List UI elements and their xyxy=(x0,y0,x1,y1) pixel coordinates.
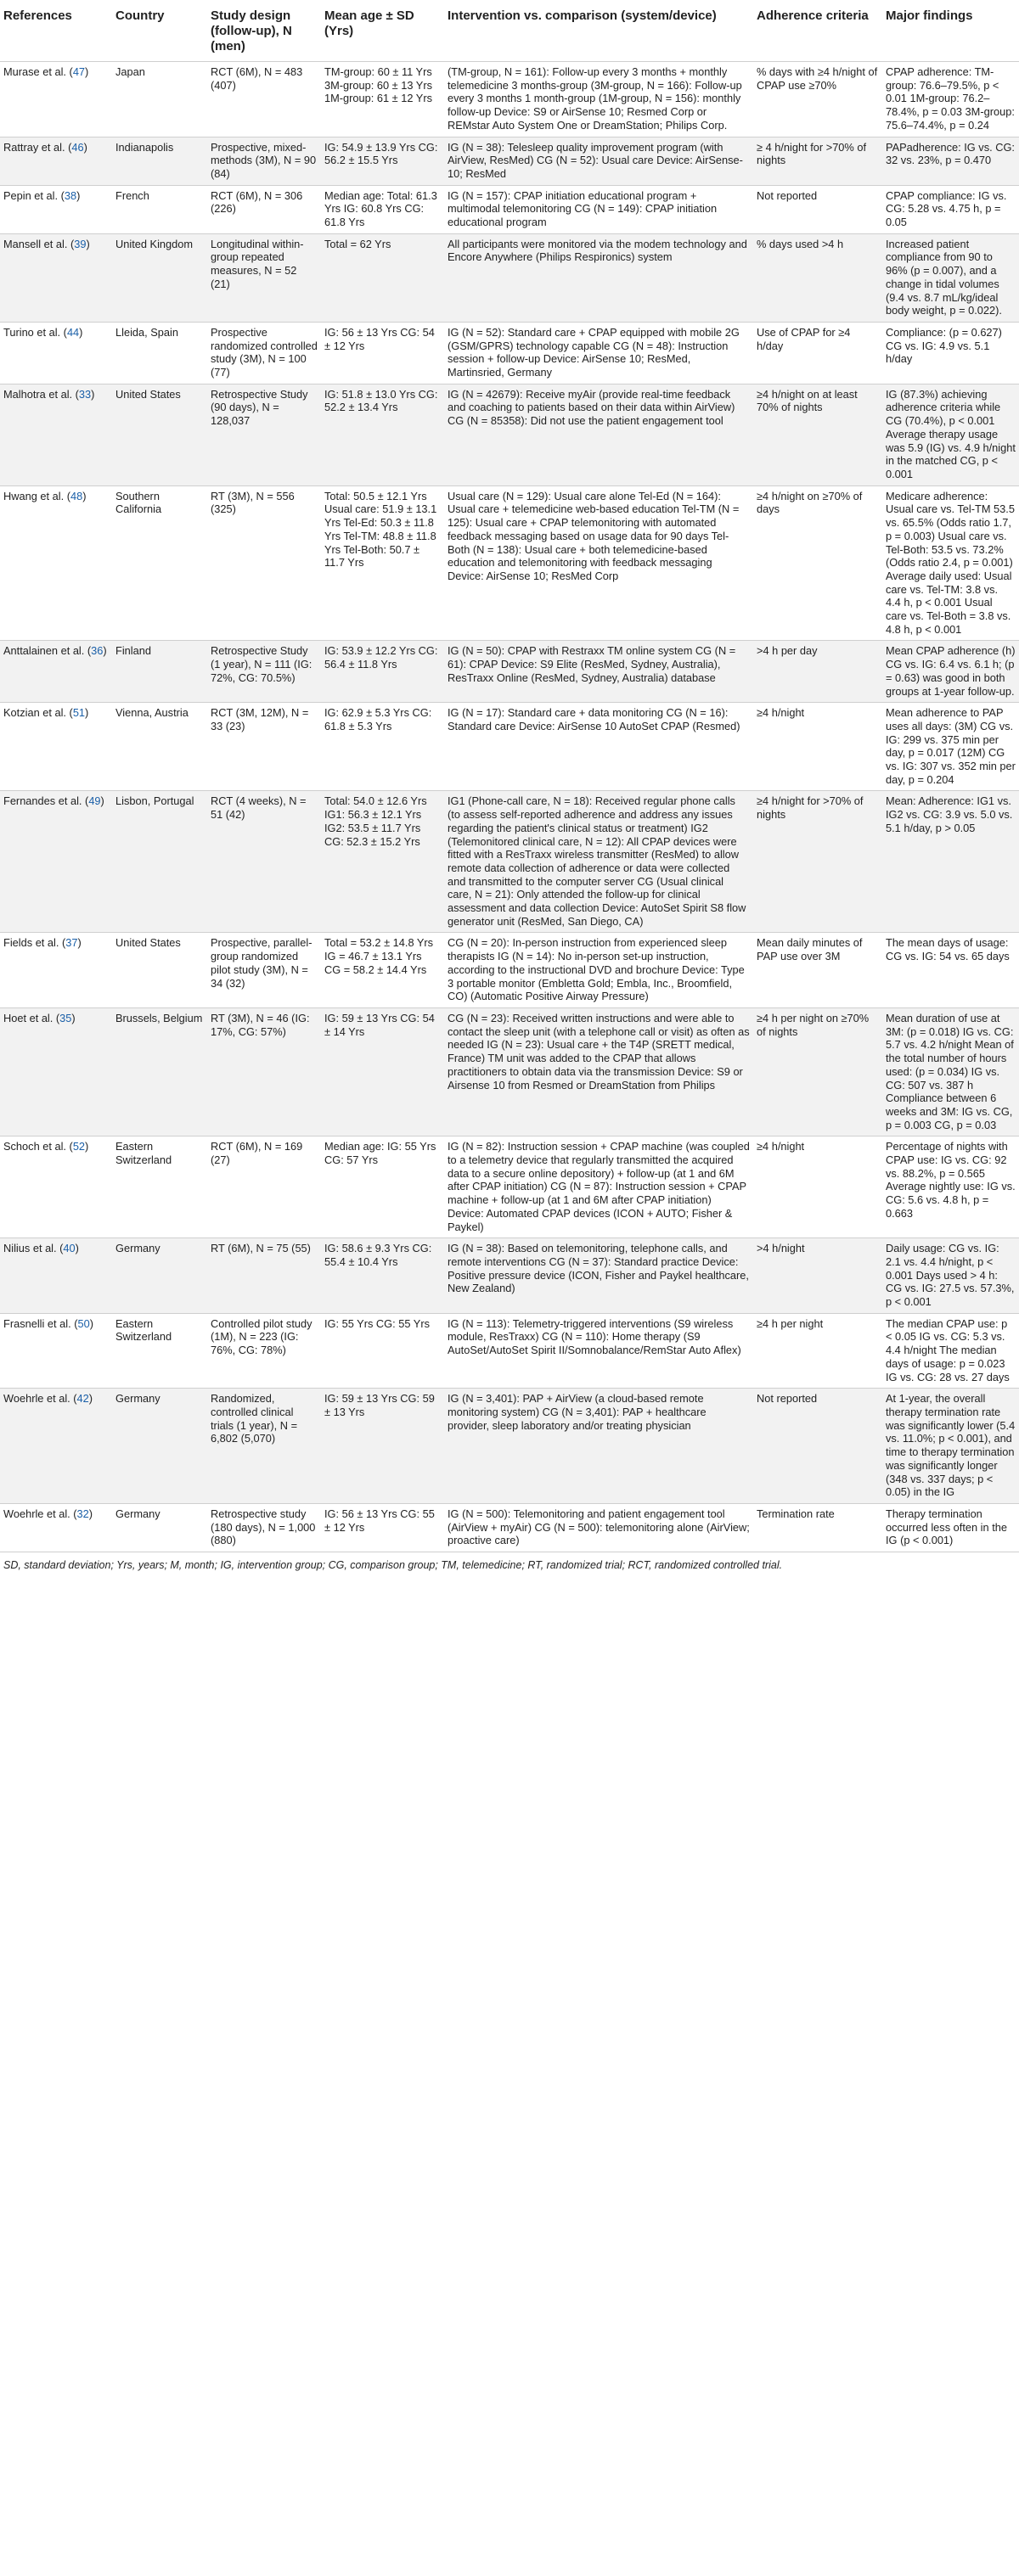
cell-reference: Schoch et al. (52) xyxy=(0,1136,112,1238)
reference-author: Hoet et al. xyxy=(3,1012,53,1024)
cell-adherence-criteria: ≥4 h/night xyxy=(753,703,882,791)
reference-link[interactable]: 33 xyxy=(78,387,92,401)
cell-intervention: IG (N = 82): Instruction session + CPAP machine (was coupled to a telemetry device that regularly transmitted the acquired data to a secure online depository) + follow-up (at 1 and 6M after CPAP initiation) CG (N = 87): Instruction session + CPAP machine + follow-up (at 1 and 6M after CPAP initiation) Device: Automated CPAP devices (ICON + AUTO; Fisher & Paykel) xyxy=(444,1136,753,1238)
cell-reference: Frasnelli et al. (50) xyxy=(0,1313,112,1389)
cell-mean-age: IG: 53.9 ± 12.2 Yrs CG: 56.4 ± 11.8 Yrs xyxy=(321,641,444,703)
cell-study-design: Randomized, controlled clinical trials (1 year), N = 6,802 (5,070) xyxy=(207,1389,321,1504)
cell-intervention: IG (N = 38): Based on telemonitoring, telephone calls, and remote interventions CG (N = 37): Standard practice Device: Positive pressure device (ICON, Fisher and Paykel healthcare, New Zealand) xyxy=(444,1238,753,1314)
table-header xyxy=(0,0,1019,62)
cell-country: United Kingdom xyxy=(112,233,207,322)
cell-country: United States xyxy=(112,384,207,485)
cell-adherence-criteria: Not reported xyxy=(753,185,882,233)
cell-mean-age: IG: 51.8 ± 13.0 Yrs CG: 52.2 ± 13.4 Yrs xyxy=(321,384,444,485)
cell-adherence-criteria: Termination rate xyxy=(753,1503,882,1552)
table-row xyxy=(0,933,1019,1008)
cell-mean-age: IG: 59 ± 13 Yrs CG: 59 ± 13 Yrs xyxy=(321,1389,444,1504)
reference-link[interactable]: 39 xyxy=(74,237,87,250)
cell-study-design: RCT (4 weeks), N = 51 (42) xyxy=(207,791,321,933)
cell-major-findings: CPAP compliance: IG vs. CG: 5.28 vs. 4.75 h, p = 0.05 xyxy=(882,185,1019,233)
cell-study-design: Prospective, mixed-methods (3M), N = 90 (84) xyxy=(207,137,321,185)
table-footnote: SD, standard deviation; Yrs, years; M, month; IG, intervention group; CG, comparison group; TM, telemedicine; RT, randomized trial; RCT, randomized controlled trial. xyxy=(3,1559,783,1572)
reference-link[interactable]: 44 xyxy=(66,325,80,339)
cell-country: Germany xyxy=(112,1238,207,1314)
cell-adherence-criteria: Not reported xyxy=(753,1389,882,1504)
cell-mean-age: Total = 53.2 ± 14.8 Yrs IG = 46.7 ± 13.1 Yrs CG = 58.2 ± 14.4 Yrs xyxy=(321,933,444,1008)
cell-study-design: RCT (6M), N = 306 (226) xyxy=(207,185,321,233)
cell-intervention: IG (N = 3,401): PAP + AirView (a cloud-based remote monitoring system) CG (N = 3,401): PAP + healthcare provider, sleep laboratory and/or treating physician xyxy=(444,1389,753,1504)
cell-major-findings: CPAP adherence: TM-group: 76.6–79.5%, p < 0.01 1M-group: 76.2–78.4%, p = 0.03 3M-group: 75.6–74.4%, p = 0.24 xyxy=(882,62,1019,137)
cell-country: Finland xyxy=(112,641,207,703)
table-body xyxy=(0,62,1019,1552)
reference-author: Woehrle et al. xyxy=(3,1392,70,1406)
cell-country: Lisbon, Portugal xyxy=(112,791,207,933)
cell-country: French xyxy=(112,185,207,233)
cell-major-findings: Therapy termination occurred less often in the IG (p < 0.001) xyxy=(882,1503,1019,1552)
cell-adherence-criteria: ≥4 h per night on ≥70% of nights xyxy=(753,1008,882,1136)
reference-link[interactable]: 36 xyxy=(91,644,104,658)
cell-study-design: Retrospective Study (1 year), N = 111 (IG: 72%, CG: 70.5%) xyxy=(207,641,321,703)
reference-author: Fernandes et al. xyxy=(3,794,82,808)
header-intervention: Intervention vs. comparison (system/device) xyxy=(444,0,753,62)
reference-author: Anttalainen et al. xyxy=(3,644,85,658)
reference-author: Rattray et al. xyxy=(3,140,65,154)
cell-reference: Woehrle et al. (32) xyxy=(0,1503,112,1552)
reference-author: Mansell et al. xyxy=(3,237,68,250)
cell-mean-age: IG: 59 ± 13 Yrs CG: 54 ± 14 Yrs xyxy=(321,1008,444,1136)
reference-link[interactable]: 46 xyxy=(71,140,84,154)
reference-link[interactable]: 38 xyxy=(64,188,77,202)
cell-intervention: IG (N = 500): Telemonitoring and patient engagement tool (AirView + myAir) CG (N = 500): telemonitoring alone (AirView; proactive care) xyxy=(444,1503,753,1552)
cell-mean-age: IG: 58.6 ± 9.3 Yrs CG: 55.4 ± 10.4 Yrs xyxy=(321,1238,444,1314)
cell-adherence-criteria: % days used >4 h xyxy=(753,233,882,322)
cell-mean-age: IG: 56 ± 13 Yrs CG: 55 ± 12 Yrs xyxy=(321,1503,444,1552)
cell-study-design: RT (6M), N = 75 (55) xyxy=(207,1238,321,1314)
cell-major-findings: PAPadherence: IG vs. CG: 32 vs. 23%, p = 0.470 xyxy=(882,137,1019,185)
cell-reference: Hwang et al. (48) xyxy=(0,485,112,641)
cell-major-findings: Percentage of nights with CPAP use: IG vs. CG: 92 vs. 88.2%, p = 0.565 Average nightly use: IG vs. CG: 5.6 vs. 4.8 h, p = 0.663 xyxy=(882,1136,1019,1238)
cell-country: Indianapolis xyxy=(112,137,207,185)
reference-author: Nilius et al. xyxy=(3,1242,57,1255)
reference-link[interactable]: 37 xyxy=(65,936,78,950)
header-references: References xyxy=(0,0,112,62)
cell-mean-age: Total: 54.0 ± 12.6 Yrs IG1: 56.3 ± 12.1 Yrs IG2: 53.5 ± 11.7 Yrs CG: 52.3 ± 15.2 Yrs xyxy=(321,791,444,933)
cell-adherence-criteria: >4 h/night xyxy=(753,1238,882,1314)
cell-study-design: RT (3M), N = 46 (IG: 17%, CG: 57%) xyxy=(207,1008,321,1136)
cell-study-design: Longitudinal within-group repeated measures, N = 52 (21) xyxy=(207,233,321,322)
cell-reference: Woehrle et al. (42) xyxy=(0,1389,112,1504)
cell-reference: Rattray et al. (46) xyxy=(0,137,112,185)
cell-study-design: Retrospective study (180 days), N = 1,000 (880) xyxy=(207,1503,321,1552)
header-study-design: Study design (follow-up), N (men) xyxy=(207,0,321,62)
cell-intervention: CG (N = 20): In-person instruction from experienced sleep therapists IG (N = 14): No in-person set-up instruction, according to the instructional DVD and brochure Device: Type 3 portable monitor (Embletta Gold; Embla, Inc., Broomfield, CO) (Automatic Positive Airway Pressure) xyxy=(444,933,753,1008)
reference-link[interactable]: 35 xyxy=(59,1012,72,1024)
reference-link[interactable]: 51 xyxy=(72,706,86,720)
header-mean-age: Mean age ± SD (Yrs) xyxy=(321,0,444,62)
cell-major-findings: Daily usage: CG vs. IG: 2.1 vs. 4.4 h/night, p < 0.001 Days used > 4 h: CG vs. IG: 27.5 vs. 57.3%, p < 0.001 xyxy=(882,1238,1019,1314)
reference-author: Frasnelli et al. xyxy=(3,1316,71,1330)
cell-intervention: IG (N = 38): Telesleep quality improvement program (with AirView, ResMed) CG (N = 52): Usual care Device: AirSense-10; ResMed xyxy=(444,137,753,185)
reference-author: Murase et al. xyxy=(3,65,66,78)
table-row xyxy=(0,62,1019,137)
cell-intervention: (TM-group, N = 161): Follow-up every 3 months + monthly telemedicine 3 months-group (3M-group, N = 166): Follow-up every 3 months 1 month-group (1M-group, N = 156): monthly follow-up Device: S9 or AirSense 10; Resmed Corp or REMstar Auto System One or DreamStation; Philips Corp. xyxy=(444,62,753,137)
table-row xyxy=(0,185,1019,233)
table-row xyxy=(0,1136,1019,1238)
reference-author: Schoch et al. xyxy=(3,1140,66,1153)
cell-major-findings: At 1-year, the overall therapy termination rate was significantly lower (5.4 vs. 11.0%; p < 0.001), and time to therapy termination was significantly longer (348 vs. 337 days; p < 0.05) in the IG xyxy=(882,1389,1019,1504)
reference-link[interactable]: 47 xyxy=(72,65,86,78)
cell-country: Japan xyxy=(112,62,207,137)
cell-adherence-criteria: ≥4 h/night for >70% of nights xyxy=(753,791,882,933)
cell-intervention: IG (N = 52): Standard care + CPAP equipped with mobile 2G (GSM/GPRS) technology capable CG (N = 48): Instruction session + follow-up Device: AirSense 10; ResMed, Martinsried, Germany xyxy=(444,322,753,384)
cell-adherence-criteria: >4 h per day xyxy=(753,641,882,703)
cell-intervention: CG (N = 23): Received written instructions and were able to contact the sleep unit (with a telephone call or visit) as often as needed IG (N = 23): Usual care + the T4P (SRETT medical, France) TM unit was added to the CPAP that allows practitioners to obtain data via the transmission Device: S9 or Airsense 10 from Resmed or DreamStation from Philips xyxy=(444,1008,753,1136)
reference-author: Malhotra et al. xyxy=(3,387,73,401)
cell-reference: Fields et al. (37) xyxy=(0,933,112,1008)
reference-link[interactable]: 40 xyxy=(63,1242,76,1255)
cell-intervention: Usual care (N = 129): Usual care alone Tel-Ed (N = 164): Usual care + telemedicine web-based education Tel-TM (N = 125): Usual care + CPAP telemonitoring with automated feedback messaging based on usage data for 90 days Tel-Both (N = 138): Usual care + both telemedicine-based education and telemonitoring with feedback messaging Device: AirSense 10; ResMed Corp xyxy=(444,485,753,641)
table-row xyxy=(0,137,1019,185)
cell-country: Lleida, Spain xyxy=(112,322,207,384)
cell-reference: Hoet et al. (35) xyxy=(0,1008,112,1136)
cell-mean-age: Total = 62 Yrs xyxy=(321,233,444,322)
cell-country: Germany xyxy=(112,1503,207,1552)
table-row xyxy=(0,1389,1019,1504)
table-row xyxy=(0,641,1019,703)
cell-adherence-criteria: ≥4 h/night xyxy=(753,1136,882,1238)
cell-intervention: IG (N = 17): Standard care + data monitoring CG (N = 16): Standard care Device: AirSense 10 AutoSet CPAP (Resmed) xyxy=(444,703,753,791)
cell-major-findings: The median CPAP use: p < 0.05 IG vs. CG: 5.3 vs. 4.4 h/night The median days of usage: p = 0.023 IG vs. CG: 28 vs. 27 days xyxy=(882,1313,1019,1389)
header-adherence-criteria: Adherence criteria xyxy=(753,0,882,62)
cell-major-findings: Compliance: (p = 0.627) CG vs. IG: 4.9 vs. 5.1 h/day xyxy=(882,322,1019,384)
cell-reference: Fernandes et al. (49) xyxy=(0,791,112,933)
table-row xyxy=(0,1238,1019,1314)
table-row xyxy=(0,1503,1019,1552)
cell-adherence-criteria: ≥4 h/night on at least 70% of nights xyxy=(753,384,882,485)
cell-major-findings: Mean CPAP adherence (h) CG vs. IG: 6.4 vs. 6.1 h; (p = 0.63) was good in both groups at 1-year follow-up. xyxy=(882,641,1019,703)
table-row xyxy=(0,485,1019,641)
cell-mean-age: IG: 54.9 ± 13.9 Yrs CG: 56.2 ± 15.5 Yrs xyxy=(321,137,444,185)
table-row xyxy=(0,1313,1019,1389)
cell-reference: Pepin et al. (38) xyxy=(0,185,112,233)
reference-author: Turino et al. xyxy=(3,325,61,339)
cell-intervention: IG (N = 42679): Receive myAir (provide real-time feedback and coaching to patients based on their data within AirView) CG (N = 85358): Did not use the patient engagement tool xyxy=(444,384,753,485)
cell-study-design: RCT (6M), N = 169 (27) xyxy=(207,1136,321,1238)
header-major-findings: Major findings xyxy=(882,0,1019,62)
cell-major-findings: Mean: Adherence: IG1 vs. IG2 vs. CG: 3.9 vs. 5.0 vs. 5.1 h/day, p > 0.05 xyxy=(882,791,1019,933)
table-row xyxy=(0,791,1019,933)
cell-major-findings: Mean duration of use at 3M: (p = 0.018) IG vs. CG: 5.7 vs. 4.2 h/night Mean of the total number of hours used: (p = 0.034) IG vs. CG: 507 vs. 387 h Compliance between 6 weeks and 3M: IG vs. CG, p = 0.003 CG, p = 0.03 xyxy=(882,1008,1019,1136)
cell-major-findings: The mean days of usage: CG vs. IG: 54 vs. 65 days xyxy=(882,933,1019,1008)
header-country: Country xyxy=(112,0,207,62)
cell-intervention: IG (N = 113): Telemetry-triggered interventions (S9 wireless module, ResTraxx) CG (N = 110): Home therapy (S9 AutoSet/AutoSet Spirit II/Somnobalance/RemStar Auto Aflex) xyxy=(444,1313,753,1389)
cell-adherence-criteria: ≥4 h per night xyxy=(753,1313,882,1389)
cell-reference: Turino et al. (44) xyxy=(0,322,112,384)
cell-major-findings: IG (87.3%) achieving adherence criteria while CG (70.4%), p < 0.001 Average therapy usage was 5.9 (IG) vs. 4.9 h/night in the matched CG, p < 0.001 xyxy=(882,384,1019,485)
cell-mean-age: TM-group: 60 ± 11 Yrs 3M-group: 60 ± 13 Yrs 1M-group: 61 ± 12 Yrs xyxy=(321,62,444,137)
cell-country: Eastern Switzerland xyxy=(112,1136,207,1238)
cell-intervention: IG (N = 157): CPAP initiation educational program + multimodal telemonitoring CG (N = 149): CPAP initiation educational program xyxy=(444,185,753,233)
cell-intervention: IG (N = 50): CPAP with Restraxx TM online system CG (N = 61): CPAP Device: S9 Elite (ResMed, Sydney, Australia), ResTraxx Online (ResMed, Sydney, Australia) database xyxy=(444,641,753,703)
cell-reference: Anttalainen et al. (36) xyxy=(0,641,112,703)
table-row xyxy=(0,703,1019,791)
cell-adherence-criteria: ≥4 h/night on ≥70% of days xyxy=(753,485,882,641)
cell-adherence-criteria: ≥ 4 h/night for >70% of nights xyxy=(753,137,882,185)
table-row xyxy=(0,384,1019,485)
reference-author: Pepin et al. xyxy=(3,188,59,202)
cell-major-findings: Medicare adherence: Usual care vs. Tel-TM 53.5 vs. 65.5% (Odds ratio 1.7, p = 0.003) Usual care vs. Tel-Both: 53.5 vs. 73.2% (Odds ratio 2.4, p = 0.001) Average daily used: Usual care vs. Tel-TM: 3.8 vs. 4.4 h, p < 0.001 Usual care vs. Tel-Both = 3.8 vs. 4.8 h, p < 0.001 xyxy=(882,485,1019,641)
cell-reference: Mansell et al. (39) xyxy=(0,233,112,322)
table-row xyxy=(0,322,1019,384)
cell-intervention: All participants were monitored via the modem technology and Encore Anywhere (Philips Respironics) system xyxy=(444,233,753,322)
cell-country: Eastern Switzerland xyxy=(112,1313,207,1389)
cell-mean-age: IG: 62.9 ± 5.3 Yrs CG: 61.8 ± 5.3 Yrs xyxy=(321,703,444,791)
cell-mean-age: IG: 56 ± 13 Yrs CG: 54 ± 12 Yrs xyxy=(321,322,444,384)
table-row xyxy=(0,233,1019,322)
cell-reference: Murase et al. (47) xyxy=(0,62,112,137)
cell-study-design: Prospective randomized controlled study (3M), N = 100 (77) xyxy=(207,322,321,384)
reference-link[interactable]: 50 xyxy=(77,1316,90,1330)
cell-adherence-criteria: Use of CPAP for ≥4 h/day xyxy=(753,322,882,384)
cell-study-design: RCT (3M, 12M), N = 33 (23) xyxy=(207,703,321,791)
cell-mean-age: Median age: Total: 61.3 Yrs IG: 60.8 Yrs CG: 61.8 Yrs xyxy=(321,185,444,233)
reference-link[interactable]: 49 xyxy=(88,794,101,808)
cell-mean-age: Total: 50.5 ± 12.1 Yrs Usual care: 51.9 ± 13.1 Yrs Tel-Ed: 50.3 ± 11.8 Yrs Tel-TM: 48.8 ± 11.8 Yrs Tel-Both: 50.7 ± 11.7 Yrs xyxy=(321,485,444,641)
cell-country: Germany xyxy=(112,1389,207,1504)
cell-adherence-criteria: Mean daily minutes of PAP use over 3M xyxy=(753,933,882,1008)
reference-author: Kotzian et al. xyxy=(3,706,66,720)
reference-author: Fields et al. xyxy=(3,936,59,950)
cell-study-design: Prospective, parallel-group randomized pilot study (3M), N = 34 (32) xyxy=(207,933,321,1008)
reference-author: Hwang et al. xyxy=(3,489,65,502)
reference-link[interactable]: 52 xyxy=(72,1140,86,1153)
cell-country: Vienna, Austria xyxy=(112,703,207,791)
cell-country: United States xyxy=(112,933,207,1008)
cell-reference: Kotzian et al. (51) xyxy=(0,703,112,791)
cell-study-design: RCT (6M), N = 483 (407) xyxy=(207,62,321,137)
cell-reference: Nilius et al. (40) xyxy=(0,1238,112,1314)
cell-study-design: Controlled pilot study (1M), N = 223 (IG: 76%, CG: 78%) xyxy=(207,1313,321,1389)
reference-link[interactable]: 42 xyxy=(76,1392,89,1406)
table-row xyxy=(0,1008,1019,1136)
cell-intervention: IG1 (Phone-call care, N = 18): Received regular phone calls (to assess self-reported adherence and address any issues regarding the patient's clinical status or treatment) IG2 (Telemonitored clinical care, N = 12): All CPAP devices were fitted with a ResTraxx wireless transmitter (ResMed) to allow remote data collection of adherence or data were collected and transmitted to the computer server CG (Usual clinical care, N = 21): Only attended the follow-up for clinical assessment and data collection Device: AutoSet Spirit S8 flow generator unit (ResMed, San Diego, CA) xyxy=(444,791,753,933)
cell-mean-age: IG: 55 Yrs CG: 55 Yrs xyxy=(321,1313,444,1389)
reference-author: Woehrle et al. xyxy=(3,1507,70,1520)
reference-link[interactable]: 32 xyxy=(76,1507,89,1520)
cell-major-findings: Mean adherence to PAP uses all days: (3M) CG vs. IG: 299 vs. 375 min per day, p = 0.017 (12M) CG vs. IG: 307 vs. 352 min per day, p = 0.204 xyxy=(882,703,1019,791)
cell-mean-age: Median age: IG: 55 Yrs CG: 57 Yrs xyxy=(321,1136,444,1238)
cell-country: Southern California xyxy=(112,485,207,641)
cell-country: Brussels, Belgium xyxy=(112,1008,207,1136)
cell-adherence-criteria: % days with ≥4 h/night of CPAP use ≥70% xyxy=(753,62,882,137)
cell-reference: Malhotra et al. (33) xyxy=(0,384,112,485)
cell-study-design: RT (3M), N = 556 (325) xyxy=(207,485,321,641)
cell-major-findings: Increased patient compliance from 90 to 96% (p = 0.007), and a change in tidal volumes (9.4 vs. 8.7 mL/kg/ideal body weight, p = 0.022). xyxy=(882,233,1019,322)
reference-link[interactable]: 48 xyxy=(70,489,83,502)
header-row xyxy=(0,0,1019,62)
cell-study-design: Retrospective Study (90 days), N = 128,037 xyxy=(207,384,321,485)
